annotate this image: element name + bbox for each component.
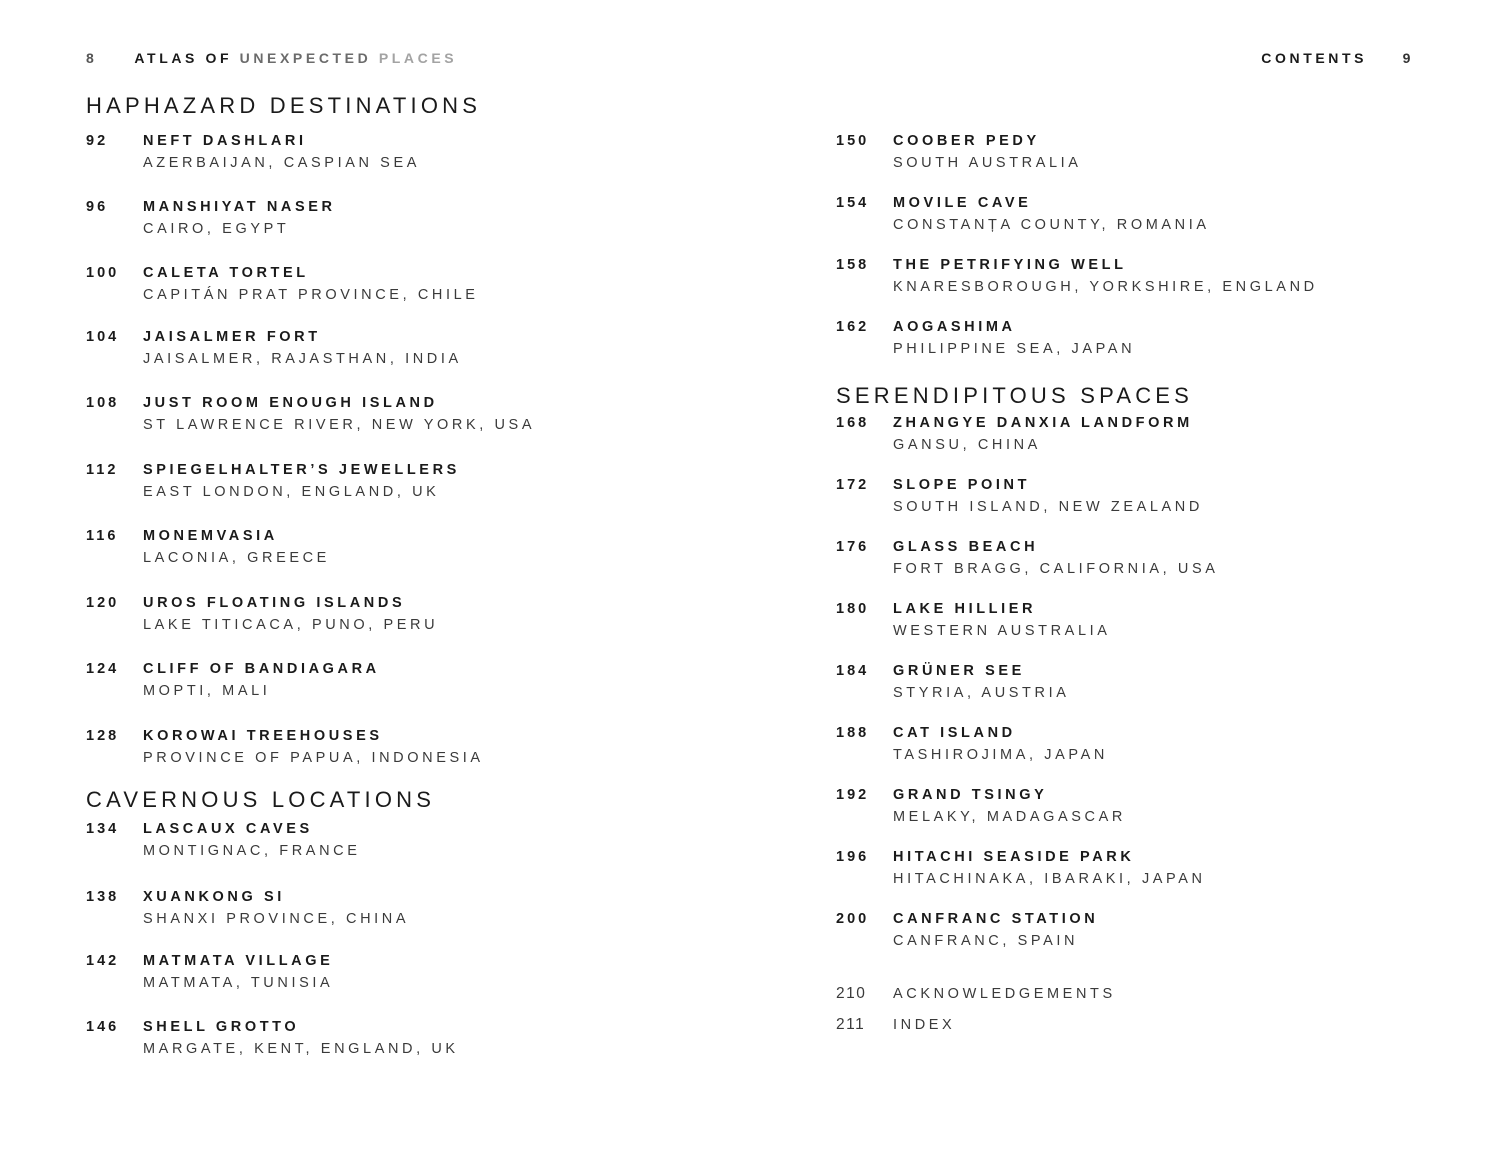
entry-location: FORT BRAGG, CALIFORNIA, USA [893, 561, 1219, 577]
right-page [750, 0, 1500, 1152]
entry-page-number: 112 [86, 462, 119, 478]
entry-page-number: 162 [836, 319, 870, 335]
entry-title: MONEMVASIA [143, 528, 278, 544]
entry-page-number: 176 [836, 539, 870, 555]
entry-location: JAISALMER, RAJASTHAN, INDIA [143, 351, 462, 367]
entry-title: ZHANGYE DANXIA LANDFORM [893, 415, 1193, 431]
entry-page-number: 134 [86, 821, 120, 837]
section-serendipitous-spaces [836, 382, 1476, 952]
entry-title: GRAND TSINGY [893, 787, 1048, 803]
entry-title: JUST ROOM ENOUGH ISLAND [143, 395, 438, 411]
toc-entry[interactable] [86, 459, 726, 503]
entry-page-number: 146 [86, 1019, 120, 1035]
entry-location: GANSU, CHINA [893, 437, 1041, 453]
entry-location: CAPITÁN PRAT PROVINCE, CHILE [143, 287, 479, 303]
entry-title: THE PETRIFYING WELL [893, 257, 1127, 273]
continued-cavernous-entries [836, 130, 1476, 360]
entry-title: NEFT DASHLARI [143, 133, 307, 149]
entry-page-number: 124 [86, 661, 120, 677]
left-page-number: 8 [86, 50, 98, 66]
entry-page-number: 168 [836, 415, 870, 431]
toc-entry[interactable] [86, 725, 726, 769]
toc-entry[interactable] [86, 1016, 726, 1060]
toc-entry[interactable] [86, 886, 726, 930]
entry-location: LACONIA, GREECE [143, 550, 330, 566]
entry-location: MOPTI, MALI [143, 683, 271, 699]
entry-title: UROS FLOATING ISLANDS [143, 595, 406, 611]
entry-location: SOUTH AUSTRALIA [893, 155, 1082, 171]
entry-page-number: 96 [86, 199, 109, 215]
entry-location: MELAKY, MADAGASCAR [893, 809, 1126, 825]
right-running-head [1261, 50, 1414, 66]
back-matter [836, 983, 1476, 1036]
toc-entry[interactable] [86, 130, 726, 174]
entry-page-number: 92 [86, 133, 109, 149]
entry-location: WESTERN AUSTRALIA [893, 623, 1111, 639]
toc-entry[interactable] [836, 130, 1476, 174]
entry-page-number: 116 [86, 528, 119, 544]
toc-entry[interactable] [836, 474, 1476, 518]
entry-location: STYRIA, AUSTRIA [893, 685, 1070, 701]
toc-entry[interactable] [86, 950, 726, 994]
toc-entry[interactable] [836, 254, 1476, 298]
entry-title: GLASS BEACH [893, 539, 1039, 555]
toc-entry[interactable] [836, 598, 1476, 642]
toc-entry[interactable] [836, 316, 1476, 360]
entry-title: LASCAUX CAVES [143, 821, 313, 837]
section-cavernous-locations [86, 786, 726, 1060]
entry-location: MATMATA, TUNISIA [143, 975, 334, 991]
entry-title: CALETA TORTEL [143, 265, 309, 281]
entry-page-number: 142 [86, 953, 120, 969]
entry-page-number: 138 [86, 889, 120, 905]
entry-page-number: 196 [836, 849, 870, 865]
entry-page-number: 100 [86, 265, 120, 281]
entry-title: AOGASHIMA [893, 319, 1016, 335]
entry-title: SHELL GROTTO [143, 1019, 300, 1035]
section-haphazard-destinations [86, 92, 726, 769]
toc-entry[interactable] [86, 392, 726, 436]
toc-entry[interactable] [836, 784, 1476, 828]
section-title: CAVERNOUS LOCATIONS [86, 787, 436, 812]
entry-location: LAKE TITICACA, PUNO, PERU [143, 617, 439, 633]
toc-entry[interactable] [86, 196, 726, 240]
entry-location: TASHIROJIMA, JAPAN [893, 747, 1108, 763]
toc-entry[interactable] [86, 525, 726, 569]
entry-location: PHILIPPINE SEA, JAPAN [893, 341, 1136, 357]
toc-entry[interactable] [836, 192, 1476, 236]
toc-entry[interactable] [86, 818, 726, 862]
toc-entry[interactable] [86, 658, 726, 702]
book-title-part-2: UNEXPECTED [239, 50, 372, 66]
entry-location: PROVINCE OF PAPUA, INDONESIA [143, 750, 484, 766]
entry-title: COOBER PEDY [893, 133, 1040, 149]
entry-page-number: 104 [86, 329, 120, 345]
toc-entry[interactable] [86, 326, 726, 370]
entry-location: EAST LONDON, ENGLAND, UK [143, 484, 440, 500]
book-title-part-1: ATLAS OF [134, 50, 233, 66]
entry-page-number: 211 [836, 1016, 866, 1033]
toc-entry[interactable] [86, 262, 726, 306]
entry-page-number: 200 [836, 911, 870, 927]
entry-title: MANSHIYAT NASER [143, 199, 336, 215]
entry-page-number: 192 [836, 787, 870, 803]
left-contents-column [86, 92, 726, 1060]
entry-title: HITACHI SEASIDE PARK [893, 849, 1135, 865]
entry-title: SPIEGELHALTER’S JEWELLERS [143, 462, 460, 478]
entry-page-number: 180 [836, 601, 870, 617]
entry-page-number: 154 [836, 195, 870, 211]
right-contents-column [836, 130, 1476, 1036]
entry-page-number: 188 [836, 725, 870, 741]
entry-location: KNARESBOROUGH, YORKSHIRE, ENGLAND [893, 279, 1318, 295]
entry-title: SLOPE POINT [893, 477, 1031, 493]
entry-title: CAT ISLAND [893, 725, 1016, 741]
entry-title: CANFRANC STATION [893, 911, 1099, 927]
entry-title: ACKNOWLEDGEMENTS [893, 986, 1116, 1002]
entry-location: ST LAWRENCE RIVER, NEW YORK, USA [143, 417, 536, 433]
right-page-number: 9 [1402, 50, 1414, 66]
toc-entry-index[interactable] [836, 1014, 1476, 1036]
entry-page-number: 172 [836, 477, 870, 493]
entry-title: KOROWAI TREEHOUSES [143, 728, 383, 744]
toc-entry[interactable] [836, 660, 1476, 704]
toc-entry[interactable] [836, 536, 1476, 580]
entry-location: SOUTH ISLAND, NEW ZEALAND [893, 499, 1203, 515]
entry-location: SHANXI PROVINCE, CHINA [143, 911, 410, 927]
toc-entry[interactable] [86, 592, 726, 636]
entry-title: MATMATA VILLAGE [143, 953, 334, 969]
toc-entry[interactable] [836, 412, 1476, 456]
entry-title: XUANKONG SI [143, 889, 285, 905]
entry-page-number: 210 [836, 985, 867, 1002]
contents-heading: CONTENTS [1261, 50, 1368, 66]
left-running-head [86, 50, 457, 66]
section-title: SERENDIPITOUS SPACES [836, 383, 1194, 408]
entry-location: MARGATE, KENT, ENGLAND, UK [143, 1041, 459, 1057]
entry-location: HITACHINAKA, IBARAKI, JAPAN [893, 871, 1206, 887]
entry-location: AZERBAIJAN, CASPIAN SEA [143, 155, 420, 171]
entry-page-number: 128 [86, 728, 120, 744]
entry-title: GRÜNER SEE [893, 663, 1025, 679]
entry-title: JAISALMER FORT [143, 329, 321, 345]
entry-location: CANFRANC, SPAIN [893, 933, 1079, 949]
toc-entry-acknowledgements[interactable] [836, 983, 1476, 1005]
entry-page-number: 184 [836, 663, 870, 679]
entry-page-number: 158 [836, 257, 870, 273]
entry-location: MONTIGNAC, FRANCE [143, 843, 361, 859]
book-title-part-3: PLACES [378, 50, 458, 66]
entry-location: CONSTANȚA COUNTY, ROMANIA [893, 217, 1210, 233]
toc-entry[interactable] [836, 908, 1476, 952]
entry-title: MOVILE CAVE [893, 195, 1032, 211]
entry-title: INDEX [893, 1017, 956, 1033]
entry-page-number: 150 [836, 133, 870, 149]
section-title: HAPHAZARD DESTINATIONS [86, 93, 482, 118]
entry-title: LAKE HILLIER [893, 601, 1037, 617]
entry-title: CLIFF OF BANDIAGARA [143, 661, 380, 677]
entry-location: CAIRO, EGYPT [143, 221, 290, 237]
entry-page-number: 108 [86, 395, 120, 411]
entry-page-number: 120 [86, 595, 120, 611]
toc-entry[interactable] [836, 722, 1476, 766]
toc-entry[interactable] [836, 846, 1476, 890]
